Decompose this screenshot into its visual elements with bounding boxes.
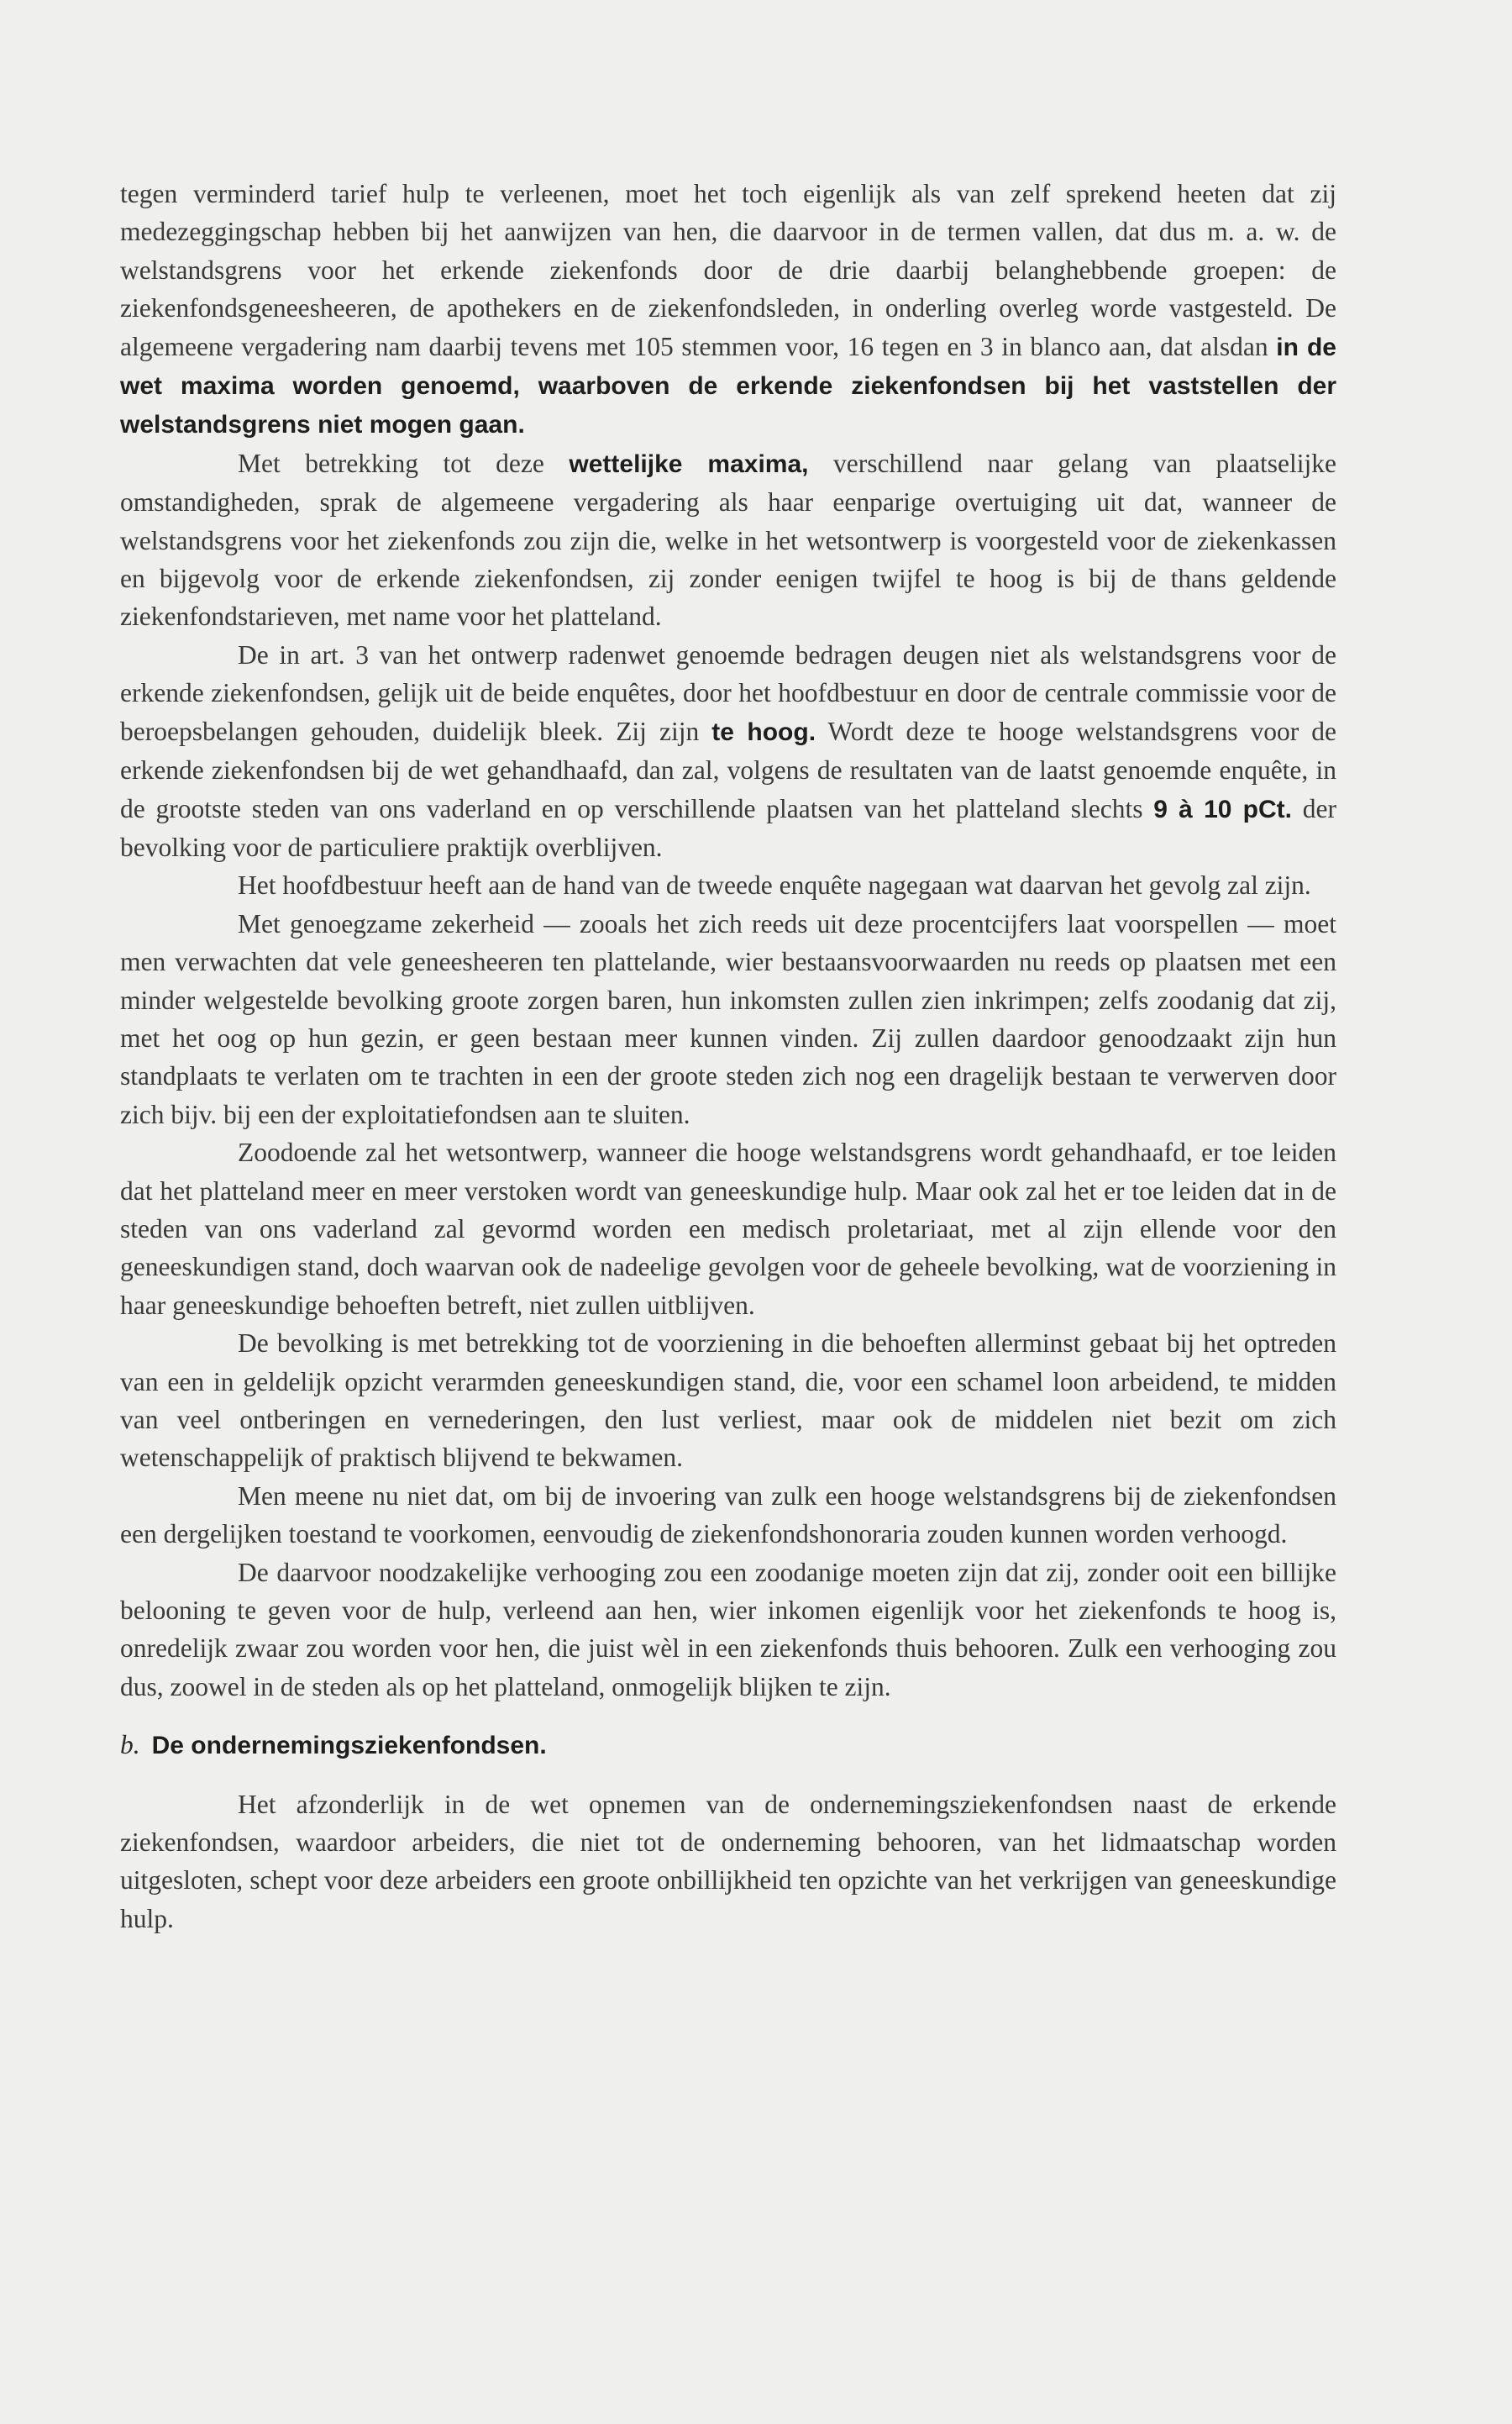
text-run: De bevolking is met betrekking tot de voorziening in die behoeften allerminst gebaat bij het optreden van een in geldelijk opzicht verarmden geneeskundigen stand, die, voor een schamel loon arbeidend, te midden van veel ontberingen en vernederingen, den lust verliest, maar ook de middelen niet bezit om zich wetenschappelijk of praktisch blijvend te bekwamen. xyxy=(120,1328,1336,1473)
section-heading xyxy=(120,1706,1336,1785)
text-run: Wordt deze te hooge welstandsgrens voor de erkende ziekenfondsen bij de wet gehandhaafd, dan zal, volgens de resultaten van de laatst genoemde enquête, in de grootste steden van ons vaderland en op verschillende plaatsen van het platteland slechts xyxy=(120,716,1336,823)
paragraph xyxy=(120,1477,1336,1554)
section-title: De ondernemingsziekenfondsen. xyxy=(151,1732,547,1760)
bold-run: te hoog. xyxy=(711,718,816,746)
paragraph xyxy=(120,175,1336,444)
bold-run: wettelijke maxima, xyxy=(569,450,809,478)
paragraph xyxy=(120,636,1336,866)
closing-paragraph: Het afzonderlijk in de wet opnemen van de ondernemingsziekenfondsen naast de erkende ziekenfondsen, waardoor arbeiders, die niet tot de onderneming behooren, van het lidmaatschap worden uitgesloten, schept voor deze arbeiders een groote onbillijkheid ten opzichte van het verkrijgen van geneeskundige hulp. xyxy=(120,1789,1336,1933)
text-run: Men meene nu niet dat, om bij de invoering van zulk een hooge welstandsgrens bij de ziekenfondsen een dergelijken toestand te voorkomen, eenvoudig de ziekenfondshonoraria zouden kunnen worden verhoogd. xyxy=(120,1480,1336,1549)
text-run: der bevolking voor de particuliere praktijk overblijven. xyxy=(120,793,1336,862)
text-run: De in art. 3 van het ontwerp radenwet genoemde bedragen deugen niet als welstandsgrens voor de erkende ziekenfondsen, gelijk uit de beide enquêtes, door het hoofdbestuur en door de centrale commissie voor de beroepsbelangen gehouden, duidelijk bleek. Zij zijn xyxy=(120,639,1336,746)
bold-run: in de wet maxima worden genoemd, waarboven de erkende ziekenfondsen bij het vaststellen der welstandsgrens niet mogen gaan. xyxy=(120,333,1336,439)
paragraph xyxy=(120,1133,1336,1324)
text-run: De daarvoor noodzakelijke verhooging zou een zoodanige moeten zijn dat zij, zonder ooit een billijke belooning te geven voor de hulp, verleend aan hen, wier inkomen eigenlijk voor het ziekenfonds te hoog is, onredelijk zwaar zou worden voor hen, die juist wèl in een ziekenfonds thuis behooren. Zulk een verhooging zou dus, zoowel in de steden als op het platteland, onmogelijk blijken te zijn. xyxy=(120,1557,1336,1701)
bold-run: 9 à 10 pCt. xyxy=(1153,795,1292,823)
text-run: verschillend naar gelang van plaatselijke omstandigheden, sprak de algemeene vergadering als haar eenparige overtuiging uit dat, wanneer de welstandsgrens voor het ziekenfonds zou zijn die, welke in het wetsontwerp is voorgesteld voor de ziekenkassen en bijgevolg voor de erkende ziekenfondsen, zij zonder eenigen twijfel te hoog is bij de thans geldende ziekenfondstarieven, met name voor het platteland. xyxy=(120,448,1336,632)
text-run: Zoodoende zal het wetsontwerp, wanneer die hooge welstandsgrens wordt gehandhaafd, er toe leiden dat het platteland meer en meer verstoken wordt van geneeskundige hulp. Maar ook zal het er toe leiden dat in de steden van ons vaderland zal gevormd worden een medisch proletariaat, met al zijn ellende voor den geneeskundigen stand, doch waarvan ook de nadeelige gevolgen voor de geheele bevolking, wat de voorziening in haar geneeskundige behoeften betreft, niet zullen uitblijven. xyxy=(120,1138,1336,1320)
text-run: tegen verminderd tarief hulp te verleenen, moet het toch eigenlijk als van zelf sprekend heeten dat zij medezeggingschap hebben bij het aanwijzen van hen, die daarvoor in de termen vallen, dat dus m. a. w. de welstandsgrens voor het erkende ziekenfonds door de drie daarbij belanghebbende groepen: de ziekenfondsgeneesheeren, de apothekers en de ziekenfondsleden, in onderling overleg worde vastgesteld. De algemeene vergadering nam daarbij tevens met 105 stemmen voor, 16 tegen en 3 in blanco aan, dat alsdan xyxy=(120,179,1336,361)
paragraph-list xyxy=(120,175,1336,1706)
paragraph xyxy=(120,866,1336,904)
paragraph xyxy=(120,905,1336,1133)
paragraph xyxy=(120,1324,1336,1477)
body-text xyxy=(120,175,1336,1938)
section-letter: b. xyxy=(120,1730,140,1760)
text-run: Het hoofdbestuur heeft aan de hand van de tweede enquête nagegaan wat daarvan het gevolg zal zijn. xyxy=(238,870,1311,901)
paragraph xyxy=(120,444,1336,636)
paragraph xyxy=(120,1554,1336,1706)
text-run: Met betrekking tot deze xyxy=(238,448,570,478)
text-run: Met genoegzame zekerheid — zooals het zich reeds uit deze procentcijfers laat voorspellen — moet men verwachten dat vele geneesheeren ten plattelande, wier bestaansvoorwaarden nu reeds op plaatsen met een minder welgestelde bevolking groote zorgen baren, hun inkomsten zullen zien inkrimpen; zelfs zoodanig dat zij, met het oog op hun gezin, er geen bestaan meer kunnen vinden. Zij zullen daardoor genoodzaakt zijn hun standplaats te verlaten om te trachten in een der groote steden zich nog een dragelijk bestaan te verwerven door zich bijv. bij een der exploitatiefondsen aan te sluiten. xyxy=(120,908,1336,1129)
